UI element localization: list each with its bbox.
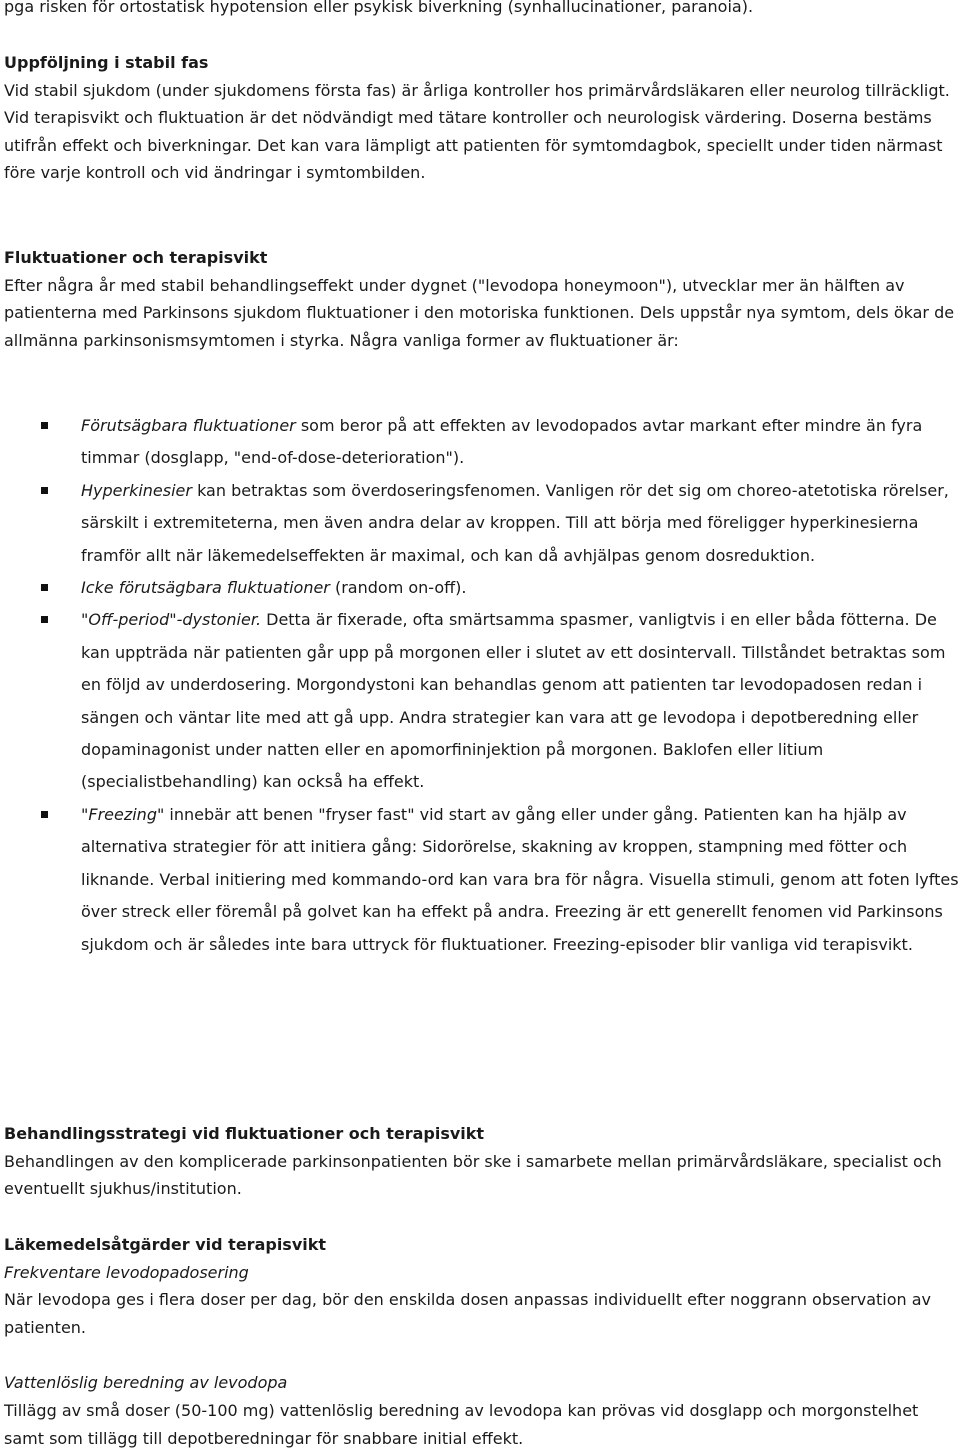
list-item-text: innebär att benen "fryser fast" vid start av gång eller under gång. Patienten kan ha hjälp av alternativa strategier för att initiera gång: Sidorörelse, skakning av kroppen, stampning med fötter och liknande. Verbal initiering med kommando-ord kan vara bra för några. Visuella stimuli, genom att foten lyftes över streck eller föremål på golvet kan ha effekt på andra. Freezing är ett generellt fenomen vid Parkinsons sjukdom och är således inte bara uttryck för fluktuationer. Freezing-episoder blir vanliga vid terapisvikt. (81, 804, 959, 954)
fluctuations-heading: Fluktuationer och terapisvikt (4, 248, 268, 267)
list-item (4, 410, 960, 475)
stable-phase-paragraph: Vid stabil sjukdom (under sjukdomens första fas) är årliga kontroller hos primärvårdsläkaren eller neurolog tillräckligt. Vid terapisvikt och fluktuation är det nödvändigt med tätare kontroller och neurologisk värdering. Doserna bestäms utifrån effekt och biverkningar. Det kan vara lämpligt att patienten för symtomdagbok, speciellt under tiden närmast före varje kontroll och vid ändringar i symtombilden. (4, 80, 950, 183)
bullet-square-icon (41, 811, 48, 818)
list-item-text: Detta är fixerade, ofta smärtsamma spasmer, vanligtvis i en eller båda fötterna. De kan uppträda när patienten går upp på morgonen eller i slutet av ett dosintervall. Tillståndet betraktas som en följd av underdosering. Morgondystoni kan behandlas genom att patienten tar levodopadosen redan i sängen och väntar lite med att gå upp. Andra strategier kan vara att ge levodopa i depotberedning eller dopaminagonist under natten eller en apomorfininjektion på morgonen. Baklofen eller litium (specialistbehandling) kan också ha effekt. (81, 610, 946, 792)
list-item-term: Icke förutsägbara fluktuationer (81, 578, 330, 598)
list-item-term: Förutsägbara fluktuationer (81, 416, 296, 435)
fluctuations-paragraph: Efter några år med stabil behandlingseffekt under dygnet ("levodopa honeymoon"), utvecklar mer än hälften av patienterna med Parkinsons sjukdom fluktuationer i den motoriska funktionen. Dels uppstår nya symtom, dels ökar de allmänna parkinsonismsymtomen i styrka. Några vanliga former av fluktuationer är: (4, 275, 955, 350)
strategy-heading: Behandlingsstrategi vid fluktuationer och terapisvikt (4, 1124, 485, 1143)
list-item-text: (random on-off). (329, 578, 467, 598)
bullet-square-icon (41, 584, 48, 591)
drug-measures-heading: Läkemedelsåtgärder vid terapisvikt (4, 1235, 327, 1254)
strategy-paragraph: Behandlingen av den komplicerade parkinsonpatienten bör ske i samarbete mellan primärvårdsläkare, specialist och eventuellt sjukhus/institution. (4, 1151, 942, 1199)
list-item (4, 799, 960, 961)
intro-section (4, 0, 956, 21)
fluctuations-section (4, 244, 956, 354)
list-item-text: kan betraktas som överdoseringsfenomen. Vanligen rör det sig om choreo-atetotiska rörelser, särskilt i extremiteterna, men även andra delar av kroppen. Till att börja med föreligger hyperkinesierna framför allt när läkemedelseffekten är maximal, och kan då avhjälpas genom dosreduktion. (81, 480, 949, 565)
list-item-term: "Freezing" (81, 804, 165, 824)
drug-measures-section (4, 1231, 956, 1452)
drug-measures-subheading-2: Vattenlöslig beredning av levodopa (4, 1373, 288, 1393)
stable-phase-section (4, 49, 956, 187)
intro-paragraph: pga risken för ortostatisk hypotension eller psykisk biverkning (synhallucinationer, paranoia). (4, 0, 754, 16)
list-item (4, 475, 960, 572)
bullet-square-icon (41, 616, 48, 623)
list-item-term: "Off-period"-dystonier. (81, 610, 262, 630)
list-item (4, 604, 960, 798)
drug-measures-paragraph-1: När levodopa ges i flera doser per dag, bör den enskilda dosen anpassas individuellt efter noggrann observation av patienten. (4, 1290, 932, 1337)
list-item-term: Hyperkinesier (81, 480, 192, 500)
strategy-section (4, 1120, 956, 1203)
list-item-text: som beror på att effekten av levodopados avtar markant efter mindre än fyra timmar (dosglapp, "end-of-dose-deterioration"). (81, 416, 923, 468)
bullet-square-icon (41, 487, 48, 494)
drug-measures-paragraph-2: Tillägg av små doser (50-100 mg) vattenlöslig beredning av levodopa kan prövas vid dosglapp och morgonstelhet samt som tillägg till depotberedningar för snabbare initial effekt. (4, 1400, 919, 1448)
drug-measures-subheading-1: Frekventare levodopadosering (4, 1262, 249, 1282)
stable-phase-heading: Uppföljning i stabil fas (4, 53, 209, 72)
fluctuation-types-list (4, 410, 960, 961)
list-item (4, 572, 960, 604)
bullet-square-icon (41, 422, 48, 429)
